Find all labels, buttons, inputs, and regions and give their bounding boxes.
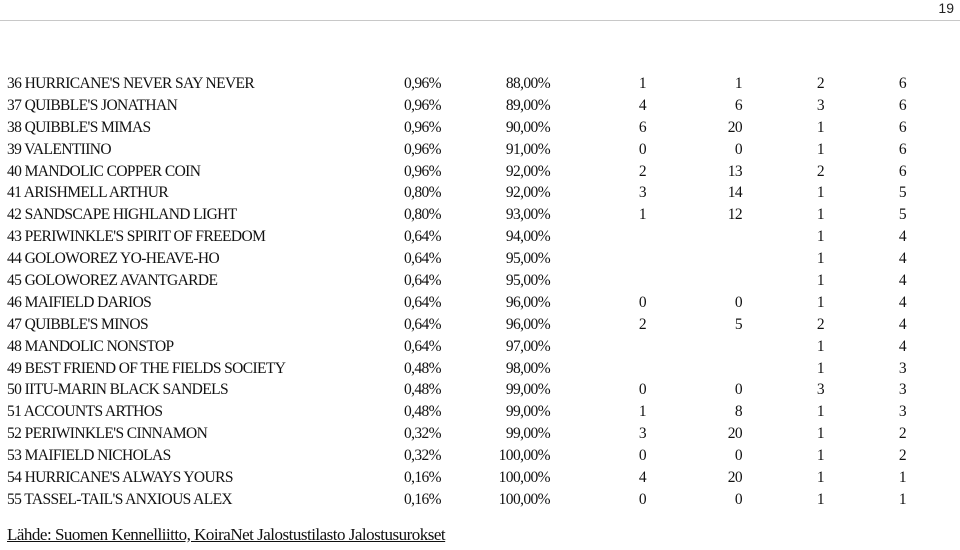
cumulative-percent-cell: 91,00%	[505, 140, 550, 158]
cumulative-percent-cell: 96,00%	[505, 293, 550, 311]
dog-name-cell: 51 ACCOUNTS ARTHOS	[7, 403, 163, 421]
count-1-cell: 0	[638, 447, 646, 465]
count-1-cell: 6	[638, 118, 646, 136]
dog-name-cell: 37 QUIBBLE'S JONATHAN	[7, 96, 178, 114]
percent-share-cell: 0,32%	[403, 425, 441, 443]
cumulative-percent-cell: 93,00%	[505, 206, 550, 224]
table-row	[0, 204, 960, 226]
count-2-cell: 12	[727, 206, 742, 224]
dog-name-cell: 41 ARISHMELL ARTHUR	[7, 184, 169, 202]
table-row	[0, 445, 960, 467]
dog-name-cell: 42 SANDSCAPE HIGHLAND LIGHT	[7, 206, 237, 224]
count-2-cell: 0	[734, 293, 742, 311]
count-2-cell: 13	[727, 162, 742, 180]
table-row	[0, 248, 960, 270]
table-row	[0, 358, 960, 380]
count-1-cell: 4	[638, 96, 646, 114]
cumulative-percent-cell: 100,00%	[498, 490, 550, 508]
source-footer[interactable]: Lähde: Suomen Kennelliitto, KoiraNet Jalostustilasto Jalostusurokset	[7, 525, 446, 544]
dog-name-cell: 52 PERIWINKLE'S CINNAMON	[7, 425, 208, 443]
count-3-cell: 2	[816, 315, 824, 333]
count-3-cell: 1	[816, 206, 824, 224]
count-1-cell: 4	[638, 469, 646, 487]
count-2-cell: 0	[734, 381, 742, 399]
table-row	[0, 292, 960, 314]
table-row	[0, 379, 960, 401]
count-4-cell: 6	[898, 162, 906, 180]
percent-share-cell: 0,80%	[403, 184, 441, 202]
count-2-cell: 0	[734, 140, 742, 158]
count-2-cell: 20	[727, 469, 742, 487]
table-row	[0, 139, 960, 161]
count-1-cell: 3	[638, 184, 646, 202]
count-3-cell: 2	[816, 75, 824, 92]
cumulative-percent-cell: 100,00%	[498, 469, 550, 487]
cumulative-percent-cell: 99,00%	[505, 403, 550, 421]
cumulative-percent-cell: 90,00%	[505, 118, 550, 136]
percent-share-cell: 0,64%	[403, 272, 441, 290]
table-row	[0, 117, 960, 139]
count-4-cell: 2	[898, 425, 906, 443]
cumulative-percent-cell: 94,00%	[505, 228, 550, 246]
table-row	[0, 336, 960, 358]
table-row	[0, 401, 960, 423]
table-row	[0, 226, 960, 248]
count-4-cell: 4	[898, 293, 906, 311]
count-3-cell: 1	[816, 469, 824, 487]
percent-share-cell: 0,16%	[403, 490, 441, 508]
dog-name-cell: 48 MANDOLIC NONSTOP	[7, 337, 174, 355]
dog-name-cell: 45 GOLOWOREZ AVANTGARDE	[7, 272, 218, 290]
cumulative-percent-cell: 92,00%	[505, 162, 550, 180]
percent-share-cell: 0,48%	[403, 359, 441, 377]
count-4-cell: 5	[898, 184, 906, 202]
dog-name-cell: 44 GOLOWOREZ YO-HEAVE-HO	[7, 250, 220, 268]
percent-share-cell: 0,48%	[403, 381, 441, 399]
percent-share-cell: 0,64%	[403, 228, 441, 246]
cumulative-percent-cell: 97,00%	[505, 337, 550, 355]
dog-name-cell: 50 IITU-MARIN BLACK SANDELS	[7, 381, 229, 399]
count-4-cell: 6	[898, 75, 906, 92]
count-3-cell: 1	[816, 359, 824, 377]
table-row	[0, 314, 960, 336]
count-2-cell: 0	[734, 447, 742, 465]
percent-share-cell: 0,96%	[403, 75, 441, 92]
count-3-cell: 1	[816, 228, 824, 246]
count-1-cell: 3	[638, 425, 646, 443]
count-3-cell: 1	[816, 403, 824, 421]
dog-name-cell: 46 MAIFIELD DARIOS	[7, 293, 152, 311]
count-3-cell: 3	[816, 96, 824, 114]
dog-name-cell: 38 QUIBBLE'S MIMAS	[7, 118, 151, 136]
percent-share-cell: 0,48%	[403, 403, 441, 421]
count-3-cell: 1	[816, 140, 824, 158]
percent-share-cell: 0,64%	[403, 250, 441, 268]
count-1-cell: 0	[638, 140, 646, 158]
dog-name-cell: 36 HURRICANE'S NEVER SAY NEVER	[7, 75, 255, 92]
cumulative-percent-cell: 95,00%	[505, 250, 550, 268]
count-4-cell: 2	[898, 447, 906, 465]
count-4-cell: 4	[898, 315, 906, 333]
dog-name-cell: 55 TASSEL-TAIL'S ANXIOUS ALEX	[7, 490, 233, 508]
table-row	[0, 73, 960, 95]
count-3-cell: 1	[816, 293, 824, 311]
dog-name-cell: 43 PERIWINKLE'S SPIRIT OF FREEDOM	[7, 228, 266, 246]
table-row	[0, 182, 960, 204]
count-3-cell: 1	[816, 184, 824, 202]
count-1-cell: 0	[638, 293, 646, 311]
cumulative-percent-cell: 99,00%	[505, 381, 550, 399]
count-2-cell: 14	[727, 184, 742, 202]
dog-name-cell: 47 QUIBBLE'S MINOS	[7, 315, 148, 333]
count-1-cell: 1	[638, 75, 646, 92]
cumulative-percent-cell: 95,00%	[505, 272, 550, 290]
breeding-statistics-table	[0, 73, 960, 511]
count-2-cell: 0	[734, 490, 742, 508]
count-3-cell: 3	[816, 381, 824, 399]
count-1-cell: 1	[638, 206, 646, 224]
count-4-cell: 1	[898, 490, 906, 508]
cumulative-percent-cell: 89,00%	[505, 96, 550, 114]
count-2-cell: 5	[734, 315, 742, 333]
count-3-cell: 2	[816, 162, 824, 180]
count-4-cell: 6	[898, 118, 906, 136]
dog-name-cell: 49 BEST FRIEND OF THE FIELDS SOCIETY	[7, 359, 286, 377]
table-row	[0, 423, 960, 445]
count-4-cell: 3	[898, 403, 906, 421]
count-3-cell: 1	[816, 447, 824, 465]
count-1-cell: 0	[638, 381, 646, 399]
dog-name-cell: 54 HURRICANE'S ALWAYS YOURS	[7, 469, 233, 487]
dog-name-cell: 40 MANDOLIC COPPER COIN	[7, 162, 201, 180]
count-3-cell: 1	[816, 272, 824, 290]
percent-share-cell: 0,64%	[403, 293, 441, 311]
count-4-cell: 4	[898, 272, 906, 290]
count-4-cell: 4	[898, 228, 906, 246]
count-4-cell: 3	[898, 381, 906, 399]
dog-name-cell: 39 VALENTIINO	[7, 140, 111, 158]
percent-share-cell: 0,96%	[403, 162, 441, 180]
count-3-cell: 1	[816, 118, 824, 136]
count-2-cell: 20	[727, 425, 742, 443]
count-3-cell: 1	[816, 250, 824, 268]
cumulative-percent-cell: 99,00%	[505, 425, 550, 443]
table-row	[0, 489, 960, 511]
percent-share-cell: 0,96%	[403, 96, 441, 114]
header-divider	[0, 20, 960, 21]
count-4-cell: 4	[898, 337, 906, 355]
dog-name-cell: 53 MAIFIELD NICHOLAS	[7, 447, 171, 465]
count-4-cell: 1	[898, 469, 906, 487]
cumulative-percent-cell: 92,00%	[505, 184, 550, 202]
cumulative-percent-cell: 96,00%	[505, 315, 550, 333]
table-row	[0, 161, 960, 183]
count-3-cell: 1	[816, 490, 824, 508]
percent-share-cell: 0,16%	[403, 469, 441, 487]
percent-share-cell: 0,32%	[403, 447, 441, 465]
count-3-cell: 1	[816, 425, 824, 443]
percent-share-cell: 0,80%	[403, 206, 441, 224]
count-4-cell: 6	[898, 140, 906, 158]
count-2-cell: 1	[734, 75, 742, 92]
count-4-cell: 4	[898, 250, 906, 268]
count-1-cell: 2	[638, 315, 646, 333]
count-4-cell: 5	[898, 206, 906, 224]
percent-share-cell: 0,96%	[403, 140, 441, 158]
count-2-cell: 8	[734, 403, 742, 421]
count-2-cell: 6	[734, 96, 742, 114]
count-4-cell: 6	[898, 96, 906, 114]
count-2-cell: 20	[727, 118, 742, 136]
percent-share-cell: 0,96%	[403, 118, 441, 136]
percent-share-cell: 0,64%	[403, 315, 441, 333]
count-1-cell: 0	[638, 490, 646, 508]
cumulative-percent-cell: 88,00%	[505, 75, 550, 92]
table-row	[0, 467, 960, 489]
cumulative-percent-cell: 100,00%	[498, 447, 550, 465]
cumulative-percent-cell: 98,00%	[505, 359, 550, 377]
table-row	[0, 270, 960, 292]
table-row	[0, 95, 960, 117]
count-4-cell: 3	[898, 359, 906, 377]
page-number: 19	[938, 0, 954, 16]
count-1-cell: 1	[638, 403, 646, 421]
percent-share-cell: 0,64%	[403, 337, 441, 355]
count-1-cell: 2	[638, 162, 646, 180]
count-3-cell: 1	[816, 337, 824, 355]
